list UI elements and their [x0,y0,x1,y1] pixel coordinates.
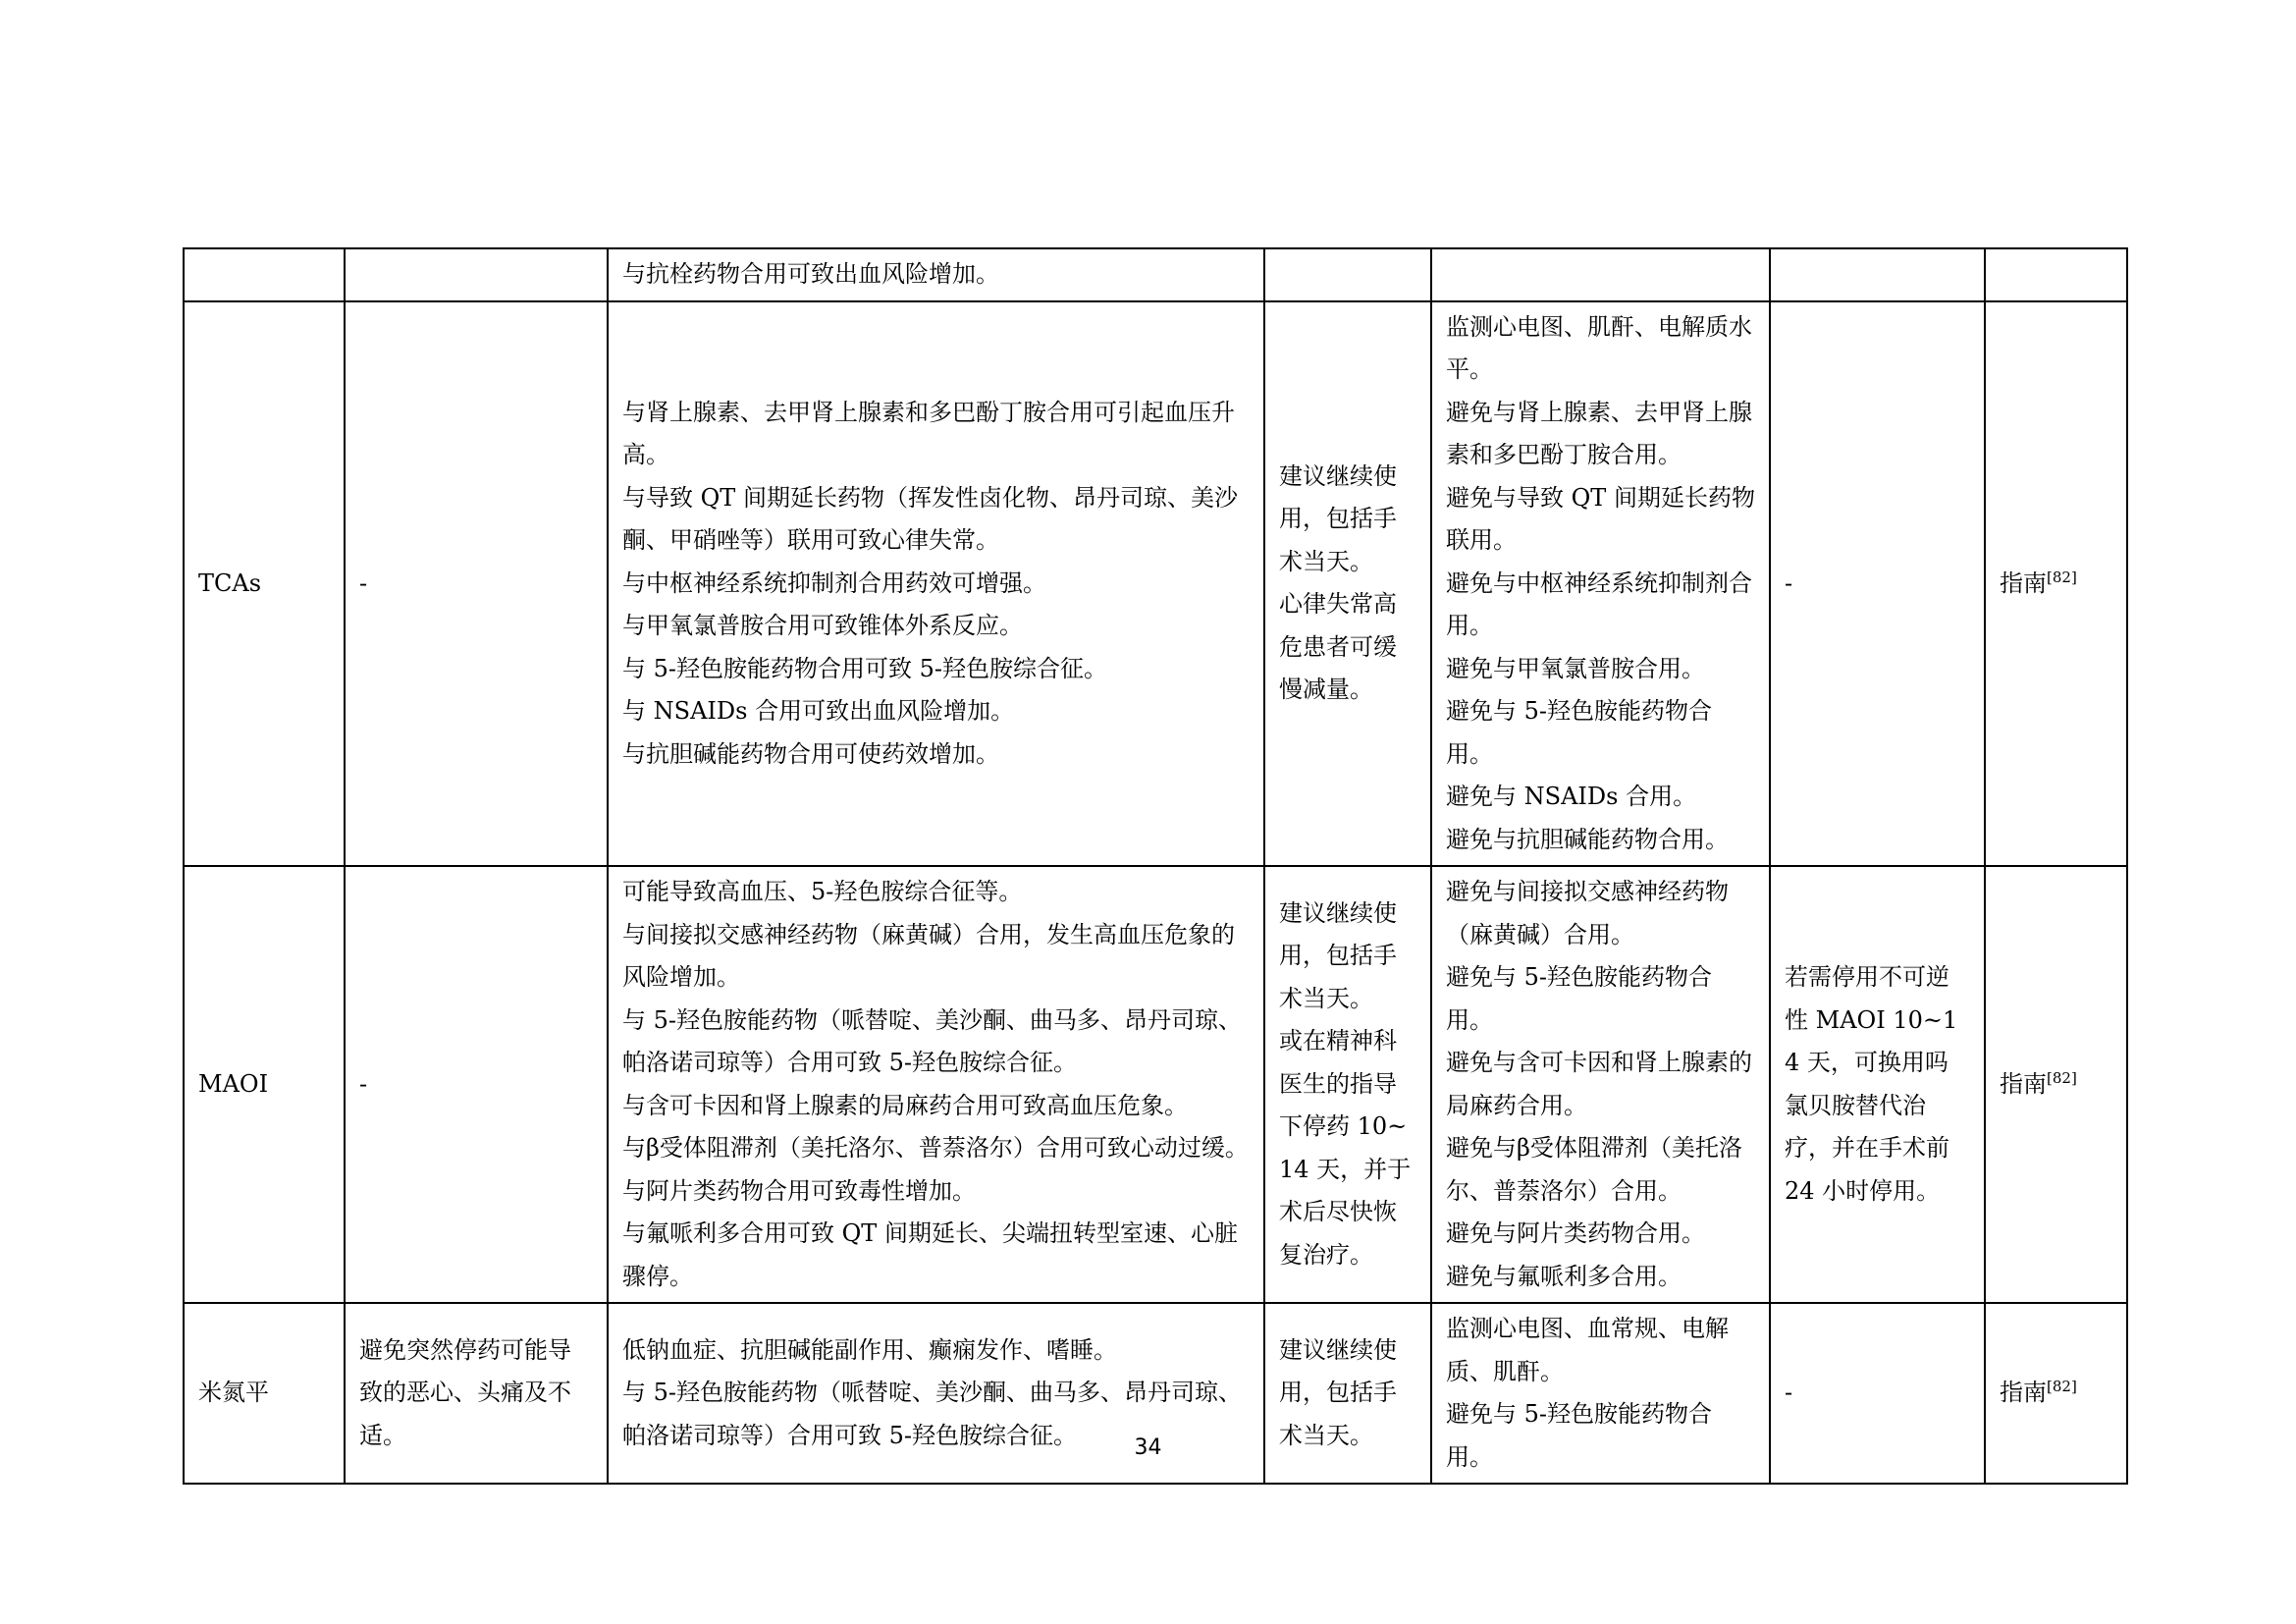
interaction-line: 与 5-羟色胺能药物合用可致 5-羟色胺综合征。 [622,654,1108,682]
measure-line: 避免与 5-羟色胺能药物合用。 [1446,1400,1713,1471]
measures-cell [1431,301,1770,867]
source-cell [1985,301,2127,867]
interactions-cell [608,301,1264,867]
recommendation-line: 建议继续使用，包括手术当天。 [1279,898,1397,1012]
measure-line: 避免与间接拟交感神经药物（麻黄碱）合用。 [1446,878,1729,948]
recommendation-line: 建议继续使用，包括手术当天。 [1279,461,1397,575]
table-row [184,301,2127,867]
source-reference: [82] [2047,1378,2077,1396]
withdrawal-cell: 避免突然停药可能导致的恶心、头痛及不适。 [345,1303,608,1484]
interaction-line: 与抗胆碱能药物合用可使药效增加。 [622,739,999,768]
interaction-line: 与导致 QT 间期延长药物（挥发性卤化物、昂丹司琼、美沙酮、甲硝唑等）联用可致心律失常。 [622,483,1238,554]
measure-line: 监测心电图、肌酐、电解质水平。 [1446,312,1752,383]
measure-line: 避免与 5-羟色胺能药物合用。 [1446,697,1713,768]
interaction-line: 与β受体阻滞剂（美托洛尔、普萘洛尔）合用可致心动过缓。 [622,1134,1249,1162]
measure-line: 监测心电图、血常规、电解质、肌酐。 [1446,1315,1729,1385]
table-row [184,866,2127,1303]
withdrawal-cell: - [345,301,608,867]
source-label: 指南 [2000,1379,2047,1407]
stop-plan-cell [1770,866,1985,1303]
recommendation-line: 或在精神科医生的指导下停药 10~14 天，并于术后尽快恢复治疗。 [1279,1027,1412,1269]
measure-line: 避免与含可卡因和肾上腺素的局麻药合用。 [1446,1049,1752,1119]
interaction-line: 与 NSAIDs 合用可致出血风险增加。 [622,697,1015,725]
interaction-line: 与抗栓药物合用可致出血风险增加。 [622,260,999,288]
recommendation-cell [1264,248,1431,301]
source-label: 指南 [2000,1069,2047,1098]
recommendation-cell [1264,866,1431,1303]
drug-name-cell: MAOI [184,866,345,1303]
measure-line: 避免与中枢神经系统抑制剂合用。 [1446,568,1752,639]
interaction-line: 与肾上腺素、去甲肾上腺素和多巴酚丁胺合用可引起血压升高。 [622,398,1235,468]
interaction-line: 与中枢神经系统抑制剂合用药效可增强。 [622,568,1046,597]
interaction-line: 与 5-羟色胺能药物（哌替啶、美沙酮、曲马多、昂丹司琼、帕洛诺司琼等）合用可致 5-羟色胺综合征。 [622,1005,1243,1076]
interaction-line: 与甲氧氯普胺合用可致锥体外系反应。 [622,612,1023,639]
stop-plan-line: 若需停用不可逆性 MAOI 10~14 天，可换用吗氯贝胺替代治疗，并在手术前 24 小时停用。 [1785,963,1958,1205]
recommendation-line: 心律失常高危患者可缓慢减量。 [1279,590,1397,704]
recommendation-cell [1264,301,1431,867]
interactions-cell [608,866,1264,1303]
withdrawal-cell: - [345,866,608,1303]
measure-line: 避免与 5-羟色胺能药物合用。 [1446,963,1713,1034]
interaction-line: 与阿片类药物合用可致毒性增加。 [622,1176,976,1205]
source-reference: [82] [2047,568,2077,586]
measure-line: 避免与导致 QT 间期延长药物联用。 [1446,483,1755,554]
measure-line: 避免与抗胆碱能药物合用。 [1446,825,1729,853]
recommendation-line: 建议继续使用，包括手术当天。 [1279,1335,1397,1449]
drug-name-cell: 米氮平 [184,1303,345,1484]
table-row [184,248,2127,301]
measures-cell [1431,248,1770,301]
stop-plan-line: - [1785,1379,1793,1407]
drug-table [183,247,2128,1485]
interaction-line: 与间接拟交感神经药物（麻黄碱）合用，发生高血压危象的风险增加。 [622,920,1235,991]
interaction-line: 可能导致高血压、5-羟色胺综合征等。 [622,878,1023,905]
measure-line: 避免与β受体阻滞剂（美托洛尔、普萘洛尔）合用。 [1446,1134,1742,1205]
source-cell [1985,866,2127,1303]
drug-name-cell [184,248,345,301]
measure-line: 避免与甲氧氯普胺合用。 [1446,654,1705,682]
stop-plan-cell [1770,248,1985,301]
measure-line: 避免与肾上腺素、去甲肾上腺素和多巴酚丁胺合用。 [1446,398,1752,468]
measures-cell [1431,866,1770,1303]
source-cell [1985,248,2127,301]
source-reference: [82] [2047,1068,2077,1087]
measure-line: 避免与氟哌利多合用。 [1446,1262,1682,1290]
interaction-line: 与 5-羟色胺能药物（哌替啶、美沙酮、曲马多、昂丹司琼、帕洛诺司琼等）合用可致 5-羟色胺综合征。 [622,1379,1243,1449]
measure-line: 避免与阿片类药物合用。 [1446,1219,1705,1247]
stop-plan-line: - [1785,568,1793,597]
source-label: 指南 [2000,568,2047,597]
withdrawal-cell [345,248,608,301]
measure-line: 避免与 NSAIDs 合用。 [1446,783,1697,810]
drug-name-cell: TCAs [184,301,345,867]
interaction-line: 与氟哌利多合用可致 QT 间期延长、尖端扭转型室速、心脏骤停。 [622,1219,1238,1290]
page-number: 34 [1134,1435,1162,1460]
interaction-line: 与含可卡因和肾上腺素的局麻药合用可致高血压危象。 [622,1091,1188,1119]
interaction-line: 低钠血症、抗胆碱能副作用、癫痫发作、嗜睡。 [622,1335,1117,1364]
stop-plan-cell [1770,301,1985,867]
drug-table-wrapper [183,247,2126,1485]
interactions-cell [608,248,1264,301]
